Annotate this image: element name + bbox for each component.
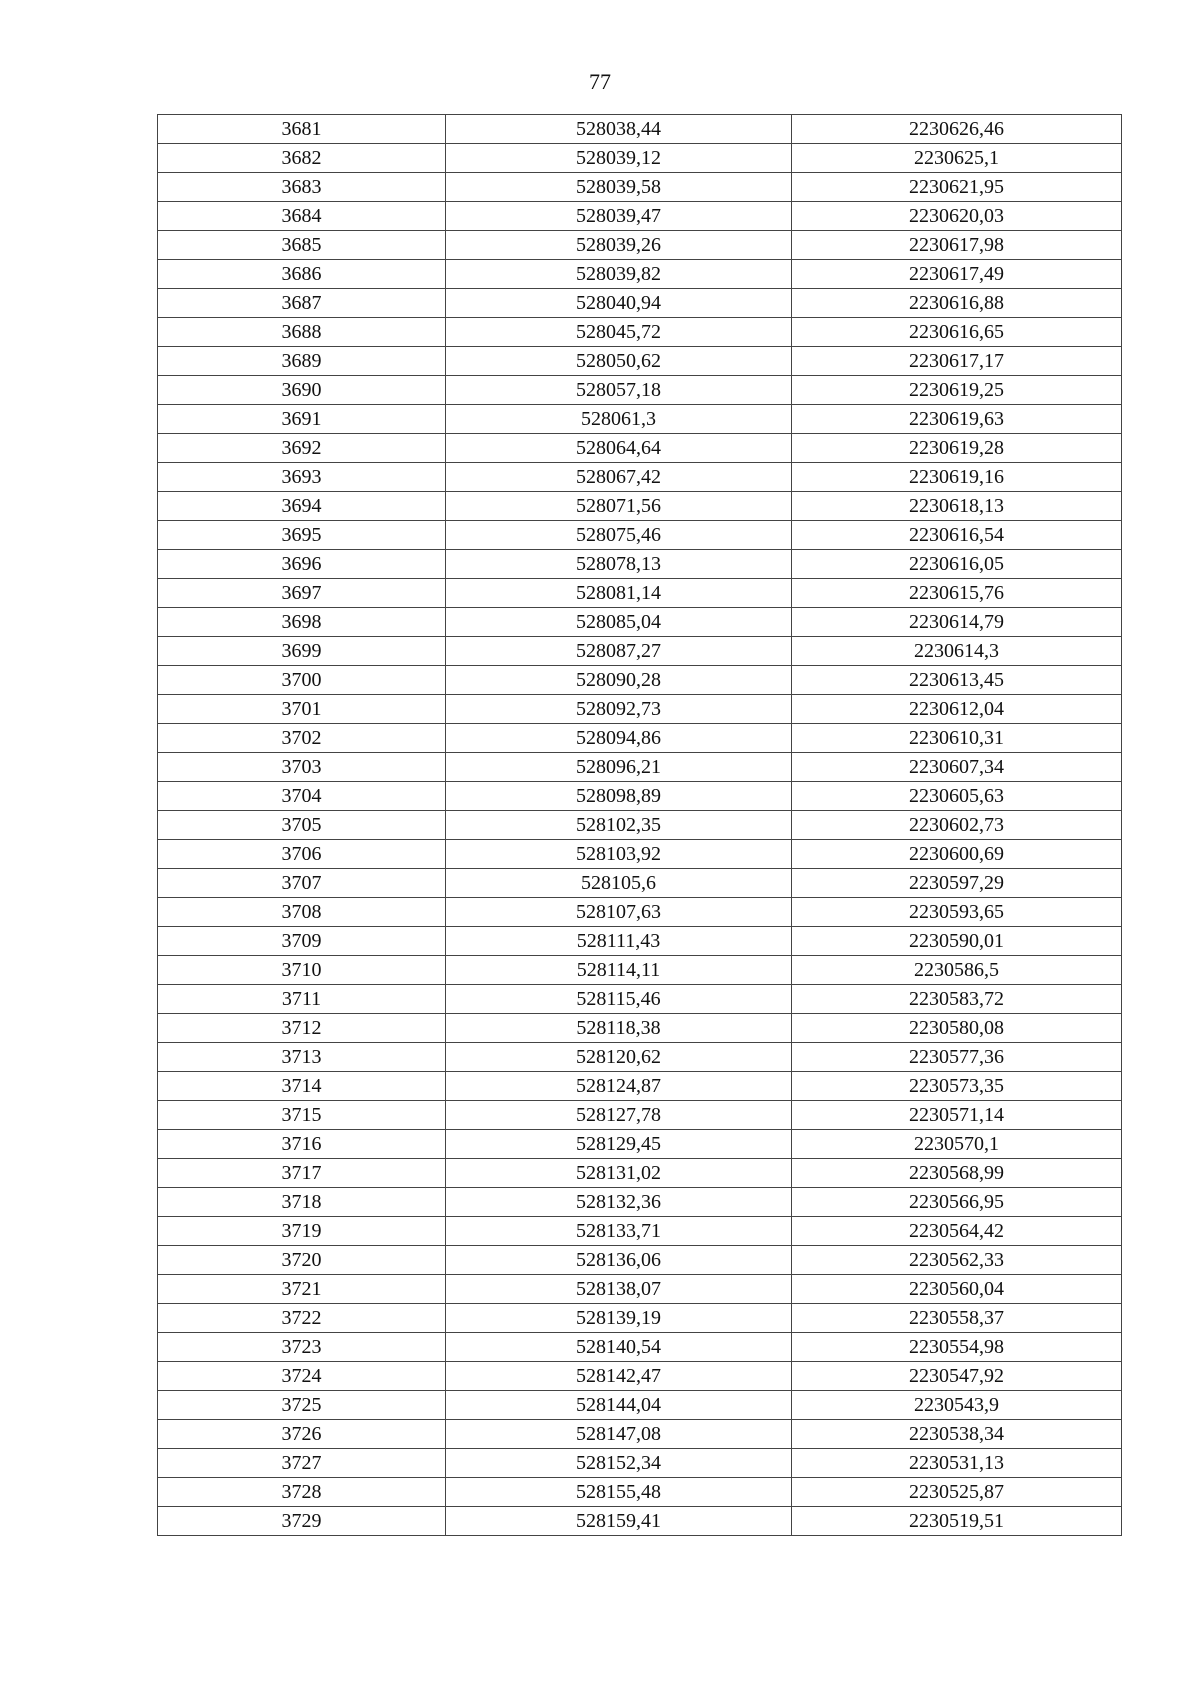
point-number-cell: 3691 xyxy=(158,405,446,434)
point-number-cell: 3688 xyxy=(158,318,446,347)
y-coordinate-cell: 2230620,03 xyxy=(792,202,1122,231)
x-coordinate-cell: 528039,58 xyxy=(446,173,792,202)
table-row xyxy=(158,1072,1122,1101)
point-number-cell: 3703 xyxy=(158,753,446,782)
table-row xyxy=(158,1217,1122,1246)
y-coordinate-cell: 2230566,95 xyxy=(792,1188,1122,1217)
y-coordinate-cell: 2230558,37 xyxy=(792,1304,1122,1333)
x-coordinate-cell: 528159,41 xyxy=(446,1507,792,1536)
point-number-cell: 3692 xyxy=(158,434,446,463)
y-coordinate-cell: 2230607,34 xyxy=(792,753,1122,782)
point-number-cell: 3689 xyxy=(158,347,446,376)
page-number: 77 xyxy=(589,69,611,94)
table-row xyxy=(158,144,1122,173)
table-row xyxy=(158,811,1122,840)
table-row xyxy=(158,115,1122,144)
y-coordinate-cell: 2230600,69 xyxy=(792,840,1122,869)
y-coordinate-cell: 2230619,28 xyxy=(792,434,1122,463)
x-coordinate-cell: 528147,08 xyxy=(446,1420,792,1449)
x-coordinate-cell: 528057,18 xyxy=(446,376,792,405)
x-coordinate-cell: 528039,12 xyxy=(446,144,792,173)
point-number-cell: 3705 xyxy=(158,811,446,840)
point-number-cell: 3726 xyxy=(158,1420,446,1449)
point-number-cell: 3727 xyxy=(158,1449,446,1478)
table-row xyxy=(158,869,1122,898)
table-row xyxy=(158,637,1122,666)
coordinates-table xyxy=(157,114,1122,1536)
table-row xyxy=(158,260,1122,289)
table-row xyxy=(158,1420,1122,1449)
point-number-cell: 3704 xyxy=(158,782,446,811)
x-coordinate-cell: 528115,46 xyxy=(446,985,792,1014)
table-row xyxy=(158,1246,1122,1275)
table-row xyxy=(158,376,1122,405)
point-number-cell: 3713 xyxy=(158,1043,446,1072)
table-row xyxy=(158,840,1122,869)
y-coordinate-cell: 2230618,13 xyxy=(792,492,1122,521)
y-coordinate-cell: 2230571,14 xyxy=(792,1101,1122,1130)
y-coordinate-cell: 2230616,05 xyxy=(792,550,1122,579)
table-row xyxy=(158,695,1122,724)
x-coordinate-cell: 528067,42 xyxy=(446,463,792,492)
point-number-cell: 3720 xyxy=(158,1246,446,1275)
y-coordinate-cell: 2230580,08 xyxy=(792,1014,1122,1043)
x-coordinate-cell: 528139,19 xyxy=(446,1304,792,1333)
y-coordinate-cell: 2230605,63 xyxy=(792,782,1122,811)
point-number-cell: 3710 xyxy=(158,956,446,985)
x-coordinate-cell: 528111,43 xyxy=(446,927,792,956)
y-coordinate-cell: 2230554,98 xyxy=(792,1333,1122,1362)
point-number-cell: 3682 xyxy=(158,144,446,173)
point-number-cell: 3716 xyxy=(158,1130,446,1159)
point-number-cell: 3683 xyxy=(158,173,446,202)
y-coordinate-cell: 2230613,45 xyxy=(792,666,1122,695)
y-coordinate-cell: 2230573,35 xyxy=(792,1072,1122,1101)
x-coordinate-cell: 528118,38 xyxy=(446,1014,792,1043)
table-row xyxy=(158,985,1122,1014)
x-coordinate-cell: 528078,13 xyxy=(446,550,792,579)
y-coordinate-cell: 2230610,31 xyxy=(792,724,1122,753)
y-coordinate-cell: 2230625,1 xyxy=(792,144,1122,173)
x-coordinate-cell: 528107,63 xyxy=(446,898,792,927)
point-number-cell: 3721 xyxy=(158,1275,446,1304)
point-number-cell: 3684 xyxy=(158,202,446,231)
table-row xyxy=(158,1478,1122,1507)
x-coordinate-cell: 528144,04 xyxy=(446,1391,792,1420)
x-coordinate-cell: 528136,06 xyxy=(446,1246,792,1275)
table-row xyxy=(158,1159,1122,1188)
y-coordinate-cell: 2230617,98 xyxy=(792,231,1122,260)
table-row xyxy=(158,1304,1122,1333)
point-number-cell: 3706 xyxy=(158,840,446,869)
x-coordinate-cell: 528038,44 xyxy=(446,115,792,144)
x-coordinate-cell: 528090,28 xyxy=(446,666,792,695)
point-number-cell: 3701 xyxy=(158,695,446,724)
y-coordinate-cell: 2230525,87 xyxy=(792,1478,1122,1507)
y-coordinate-cell: 2230619,16 xyxy=(792,463,1122,492)
table-row xyxy=(158,1014,1122,1043)
table-row xyxy=(158,724,1122,753)
y-coordinate-cell: 2230614,79 xyxy=(792,608,1122,637)
table-row xyxy=(158,1391,1122,1420)
y-coordinate-cell: 2230614,3 xyxy=(792,637,1122,666)
y-coordinate-cell: 2230617,49 xyxy=(792,260,1122,289)
y-coordinate-cell: 2230570,1 xyxy=(792,1130,1122,1159)
x-coordinate-cell: 528039,26 xyxy=(446,231,792,260)
y-coordinate-cell: 2230531,13 xyxy=(792,1449,1122,1478)
y-coordinate-cell: 2230616,65 xyxy=(792,318,1122,347)
x-coordinate-cell: 528132,36 xyxy=(446,1188,792,1217)
y-coordinate-cell: 2230562,33 xyxy=(792,1246,1122,1275)
table-row xyxy=(158,289,1122,318)
point-number-cell: 3711 xyxy=(158,985,446,1014)
table-row xyxy=(158,782,1122,811)
y-coordinate-cell: 2230560,04 xyxy=(792,1275,1122,1304)
x-coordinate-cell: 528155,48 xyxy=(446,1478,792,1507)
point-number-cell: 3719 xyxy=(158,1217,446,1246)
point-number-cell: 3685 xyxy=(158,231,446,260)
x-coordinate-cell: 528152,34 xyxy=(446,1449,792,1478)
y-coordinate-cell: 2230616,54 xyxy=(792,521,1122,550)
y-coordinate-cell: 2230612,04 xyxy=(792,695,1122,724)
point-number-cell: 3729 xyxy=(158,1507,446,1536)
table-row xyxy=(158,173,1122,202)
point-number-cell: 3687 xyxy=(158,289,446,318)
x-coordinate-cell: 528094,86 xyxy=(446,724,792,753)
x-coordinate-cell: 528075,46 xyxy=(446,521,792,550)
x-coordinate-cell: 528142,47 xyxy=(446,1362,792,1391)
point-number-cell: 3718 xyxy=(158,1188,446,1217)
point-number-cell: 3699 xyxy=(158,637,446,666)
y-coordinate-cell: 2230568,99 xyxy=(792,1159,1122,1188)
point-number-cell: 3698 xyxy=(158,608,446,637)
y-coordinate-cell: 2230538,34 xyxy=(792,1420,1122,1449)
x-coordinate-cell: 528133,71 xyxy=(446,1217,792,1246)
point-number-cell: 3709 xyxy=(158,927,446,956)
table-row xyxy=(158,492,1122,521)
table-row xyxy=(158,666,1122,695)
table-row xyxy=(158,318,1122,347)
y-coordinate-cell: 2230619,63 xyxy=(792,405,1122,434)
x-coordinate-cell: 528098,89 xyxy=(446,782,792,811)
x-coordinate-cell: 528040,94 xyxy=(446,289,792,318)
table-row xyxy=(158,463,1122,492)
point-number-cell: 3725 xyxy=(158,1391,446,1420)
x-coordinate-cell: 528138,07 xyxy=(446,1275,792,1304)
point-number-cell: 3714 xyxy=(158,1072,446,1101)
table-row xyxy=(158,1130,1122,1159)
y-coordinate-cell: 2230564,42 xyxy=(792,1217,1122,1246)
table-row xyxy=(158,202,1122,231)
table-row xyxy=(158,898,1122,927)
table-row xyxy=(158,347,1122,376)
y-coordinate-cell: 2230615,76 xyxy=(792,579,1122,608)
x-coordinate-cell: 528050,62 xyxy=(446,347,792,376)
table-row xyxy=(158,1362,1122,1391)
table-row xyxy=(158,753,1122,782)
x-coordinate-cell: 528114,11 xyxy=(446,956,792,985)
x-coordinate-cell: 528140,54 xyxy=(446,1333,792,1362)
point-number-cell: 3694 xyxy=(158,492,446,521)
y-coordinate-cell: 2230519,51 xyxy=(792,1507,1122,1536)
table-row xyxy=(158,956,1122,985)
point-number-cell: 3715 xyxy=(158,1101,446,1130)
table-row xyxy=(158,550,1122,579)
table-row xyxy=(158,608,1122,637)
table-row xyxy=(158,1043,1122,1072)
x-coordinate-cell: 528096,21 xyxy=(446,753,792,782)
x-coordinate-cell: 528064,64 xyxy=(446,434,792,463)
table-row xyxy=(158,1101,1122,1130)
y-coordinate-cell: 2230577,36 xyxy=(792,1043,1122,1072)
point-number-cell: 3697 xyxy=(158,579,446,608)
point-number-cell: 3693 xyxy=(158,463,446,492)
y-coordinate-cell: 2230626,46 xyxy=(792,115,1122,144)
point-number-cell: 3681 xyxy=(158,115,446,144)
table-row xyxy=(158,1333,1122,1362)
x-coordinate-cell: 528124,87 xyxy=(446,1072,792,1101)
point-number-cell: 3695 xyxy=(158,521,446,550)
y-coordinate-cell: 2230543,9 xyxy=(792,1391,1122,1420)
y-coordinate-cell: 2230597,29 xyxy=(792,869,1122,898)
x-coordinate-cell: 528071,56 xyxy=(446,492,792,521)
point-number-cell: 3702 xyxy=(158,724,446,753)
point-number-cell: 3707 xyxy=(158,869,446,898)
y-coordinate-cell: 2230602,73 xyxy=(792,811,1122,840)
point-number-cell: 3724 xyxy=(158,1362,446,1391)
x-coordinate-cell: 528120,62 xyxy=(446,1043,792,1072)
point-number-cell: 3686 xyxy=(158,260,446,289)
table-row xyxy=(158,1188,1122,1217)
x-coordinate-cell: 528129,45 xyxy=(446,1130,792,1159)
point-number-cell: 3700 xyxy=(158,666,446,695)
table-row xyxy=(158,405,1122,434)
x-coordinate-cell: 528045,72 xyxy=(446,318,792,347)
coordinates-table-body xyxy=(158,115,1122,1536)
y-coordinate-cell: 2230621,95 xyxy=(792,173,1122,202)
x-coordinate-cell: 528087,27 xyxy=(446,637,792,666)
y-coordinate-cell: 2230586,5 xyxy=(792,956,1122,985)
point-number-cell: 3690 xyxy=(158,376,446,405)
x-coordinate-cell: 528081,14 xyxy=(446,579,792,608)
x-coordinate-cell: 528127,78 xyxy=(446,1101,792,1130)
x-coordinate-cell: 528105,6 xyxy=(446,869,792,898)
table-row xyxy=(158,231,1122,260)
y-coordinate-cell: 2230619,25 xyxy=(792,376,1122,405)
x-coordinate-cell: 528039,82 xyxy=(446,260,792,289)
x-coordinate-cell: 528131,02 xyxy=(446,1159,792,1188)
point-number-cell: 3708 xyxy=(158,898,446,927)
x-coordinate-cell: 528102,35 xyxy=(446,811,792,840)
table-row xyxy=(158,1507,1122,1536)
y-coordinate-cell: 2230593,65 xyxy=(792,898,1122,927)
point-number-cell: 3717 xyxy=(158,1159,446,1188)
table-row xyxy=(158,1449,1122,1478)
table-row xyxy=(158,434,1122,463)
x-coordinate-cell: 528039,47 xyxy=(446,202,792,231)
table-row xyxy=(158,521,1122,550)
table-row xyxy=(158,927,1122,956)
y-coordinate-cell: 2230590,01 xyxy=(792,927,1122,956)
x-coordinate-cell: 528092,73 xyxy=(446,695,792,724)
table-row xyxy=(158,579,1122,608)
point-number-cell: 3696 xyxy=(158,550,446,579)
y-coordinate-cell: 2230547,92 xyxy=(792,1362,1122,1391)
x-coordinate-cell: 528103,92 xyxy=(446,840,792,869)
point-number-cell: 3722 xyxy=(158,1304,446,1333)
point-number-cell: 3712 xyxy=(158,1014,446,1043)
y-coordinate-cell: 2230616,88 xyxy=(792,289,1122,318)
table-row xyxy=(158,1275,1122,1304)
point-number-cell: 3723 xyxy=(158,1333,446,1362)
point-number-cell: 3728 xyxy=(158,1478,446,1507)
x-coordinate-cell: 528061,3 xyxy=(446,405,792,434)
x-coordinate-cell: 528085,04 xyxy=(446,608,792,637)
y-coordinate-cell: 2230617,17 xyxy=(792,347,1122,376)
y-coordinate-cell: 2230583,72 xyxy=(792,985,1122,1014)
